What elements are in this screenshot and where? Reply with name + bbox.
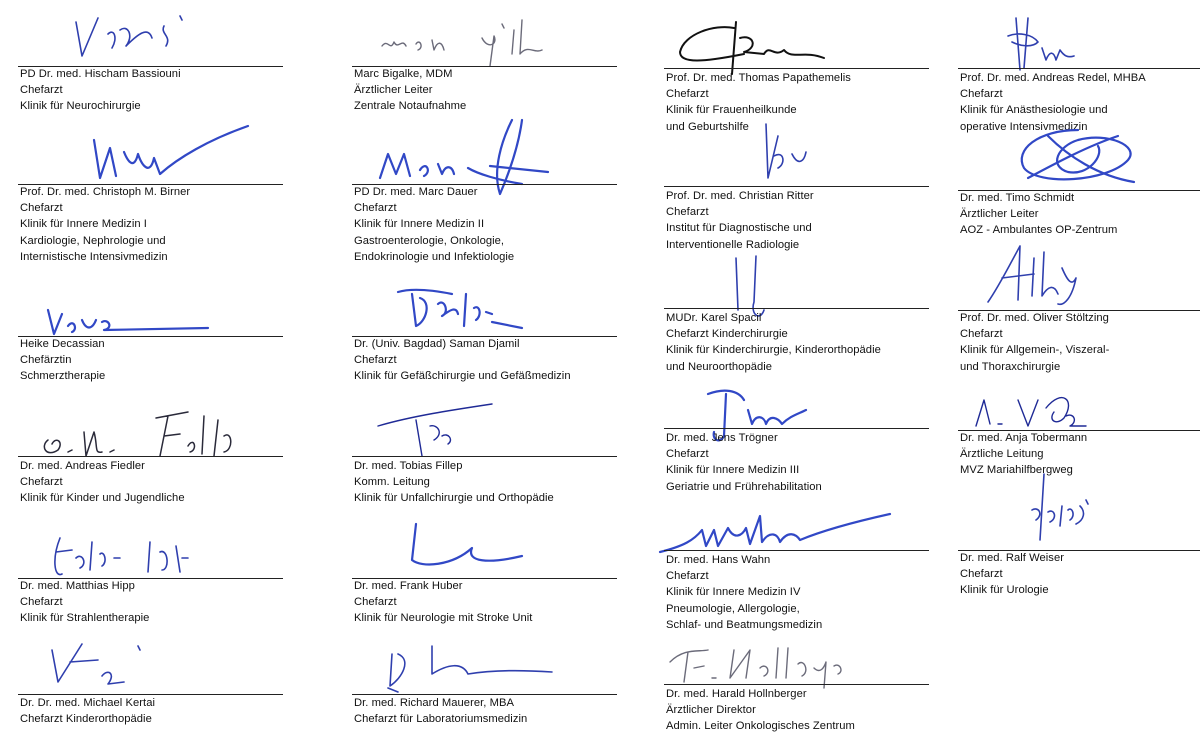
department-line: operative Intensivmedizin — [960, 120, 1088, 133]
name-line: Dr. med. Jens Trögner — [666, 432, 778, 444]
signatory-details — [354, 184, 514, 265]
name-line: Dr. med. Tobias Fillep — [354, 460, 463, 472]
title-line: Ärztliche Leitung — [960, 448, 1044, 461]
department-line: Geriatrie und Frührehabilitation — [666, 480, 822, 493]
title-line: Ärztlicher Direktor — [666, 704, 756, 717]
title-line: Chefarzt für Laboratoriumsmedizin — [354, 713, 528, 726]
signatory-details — [960, 310, 1109, 375]
signatory-details — [666, 430, 822, 495]
title-line: Chefarzt Kinderorthopädie — [20, 713, 152, 726]
handwritten-signature — [392, 516, 552, 576]
handwritten-signature — [998, 12, 1108, 72]
handwritten-signature — [1018, 470, 1118, 550]
name-line: Dr. med. Matthias Hipp — [20, 580, 135, 592]
handwritten-signature — [38, 300, 218, 340]
title-line: Chefarzt — [20, 202, 63, 215]
department-line: Endokrinologie und Infektiologie — [354, 250, 515, 263]
title-line: Chefarzt — [20, 596, 63, 609]
signatory-details — [666, 686, 855, 735]
title-line: Ärztlicher Leiter — [354, 84, 433, 97]
title-line: Chefarzt — [354, 596, 397, 609]
title-line: Chefarzt — [666, 88, 709, 101]
title-line: Chefarzt — [960, 88, 1003, 101]
department-line: und Geburtshilfe — [666, 120, 749, 133]
department-line: Pneumologie, Allergologie, — [666, 602, 800, 615]
title-line: Chefarzt — [666, 448, 709, 461]
name-line: Dr. med. Ralf Weiser — [960, 552, 1064, 564]
name-line: Dr. Dr. med. Michael Kertai — [20, 697, 156, 709]
department-line: Klinik für Gefäßchirurgie und Gefäßmedizin — [354, 370, 571, 383]
department-line: Klinik für Urologie — [960, 584, 1049, 597]
title-line: Chefarzt — [20, 84, 63, 97]
department-line: Admin. Leiter Onkologisches Zentrum — [666, 720, 855, 733]
signatory-details — [20, 336, 105, 385]
signatory-details — [354, 578, 532, 627]
title-line: Chefarzt — [960, 568, 1003, 581]
name-line: Prof. Dr. med. Oliver Stöltzing — [960, 312, 1109, 324]
handwritten-signature — [968, 386, 1108, 436]
name-line: Prof. Dr. med. Thomas Papathemelis — [666, 72, 851, 84]
title-line: Chefarzt Kinderchirurgie — [666, 328, 788, 341]
title-line: Chefarzt — [960, 328, 1003, 341]
title-line: Chefarzt — [666, 206, 709, 219]
title-line: Chefarzt — [20, 476, 63, 489]
name-line: Dr. med. Anja Tobermann — [960, 432, 1088, 444]
title-line: Komm. Leitung — [354, 476, 430, 489]
signatory-details — [960, 430, 1087, 479]
name-line: Marc Bigalke, MDM — [354, 68, 453, 80]
department-line: AOZ - Ambulantes OP-Zentrum — [960, 224, 1118, 237]
title-line: Chefärztin — [20, 354, 72, 367]
department-line: Schlaf- und Beatmungsmedizin — [666, 618, 823, 631]
department-line: und Neuroorthopädie — [666, 360, 773, 373]
handwritten-signature — [392, 282, 552, 342]
department-line: Interventionelle Radiologie — [666, 238, 800, 251]
department-line: MVZ Mariahilfbergweg — [960, 464, 1073, 477]
department-line: Zentrale Notaufnahme — [354, 100, 467, 113]
title-line: Ärztlicher Leiter — [960, 208, 1039, 221]
name-line: PD Dr. med. Marc Dauer — [354, 186, 478, 198]
name-line: MUDr. Karel Spacil — [666, 312, 762, 324]
name-line: Dr. med. Andreas Fiedler — [20, 460, 145, 472]
handwritten-signature — [372, 10, 582, 70]
signatory-details — [354, 458, 554, 507]
signatory-details — [20, 695, 155, 727]
handwritten-signature — [28, 406, 248, 466]
signatory-details — [960, 550, 1064, 599]
title-line: Chefarzt — [666, 570, 709, 583]
name-line: Prof. Dr. med. Christoph M. Birner — [20, 186, 191, 198]
department-line: Kardiologie, Nephrologie und — [20, 234, 166, 247]
handwritten-signature — [978, 238, 1108, 318]
signatory-details — [354, 695, 527, 727]
handwritten-signature — [372, 634, 592, 700]
signatory-details — [960, 70, 1146, 135]
handwritten-signature — [68, 4, 198, 64]
signatory-details — [666, 552, 822, 633]
department-line: Klinik für Kinderchirurgie, Kinderorthopädie — [666, 344, 881, 357]
handwritten-signature — [42, 636, 202, 696]
name-line: Prof. Dr. med. Christian Ritter — [666, 190, 814, 202]
department-line: Klinik für Unfallchirurgie und Orthopädie — [354, 492, 554, 505]
department-line: Klinik für Innere Medizin II — [354, 218, 485, 231]
signatory-details — [666, 188, 814, 253]
department-line: Klinik für Innere Medizin III — [666, 464, 800, 477]
name-line: Dr. med. Hans Wahn — [666, 554, 771, 566]
title-line: Chefarzt — [354, 202, 397, 215]
signatory-details — [20, 578, 149, 627]
department-line: Klinik für Neurologie mit Stroke Unit — [354, 612, 533, 625]
handwritten-signature — [88, 118, 288, 188]
signatory-details — [20, 66, 181, 115]
department-line: Klinik für Frauenheilkunde — [666, 104, 797, 117]
department-line: Klinik für Anästhesiologie und — [960, 104, 1108, 117]
signatory-details — [666, 310, 881, 375]
name-line: Dr. med. Richard Mauerer, MBA — [354, 697, 514, 709]
department-line: Klinik für Strahlentherapie — [20, 612, 150, 625]
department-line: Schmerztherapie — [20, 370, 106, 383]
signatory-details — [20, 458, 185, 507]
department-line: und Thoraxchirurgie — [960, 360, 1061, 373]
department-line: Klinik für Innere Medizin I — [20, 218, 147, 231]
title-line: Chefarzt — [354, 354, 397, 367]
department-line: Institut für Diagnostische und — [666, 222, 812, 235]
name-line: Dr. (Univ. Bagdad) Saman Djamil — [354, 338, 520, 350]
name-line: Dr. med. Timo Schmidt — [960, 192, 1075, 204]
name-line: Heike Decassian — [20, 338, 105, 350]
name-line: PD Dr. med. Hischam Bassiouni — [20, 68, 181, 80]
signatory-details — [666, 70, 851, 135]
signatory-details — [960, 190, 1117, 239]
department-line: Klinik für Innere Medizin IV — [666, 586, 801, 599]
signatory-details — [354, 66, 466, 115]
department-line: Klinik für Kinder und Jugendliche — [20, 492, 185, 505]
name-line: Dr. med. Harald Hollnberger — [666, 688, 807, 700]
signatory-details — [20, 184, 190, 265]
name-line: Dr. med. Frank Huber — [354, 580, 463, 592]
department-line: Klinik für Neurochirurgie — [20, 100, 141, 113]
department-line: Gastroenterologie, Onkologie, — [354, 234, 505, 247]
department-line: Klinik für Allgemein-, Viszeral- — [960, 344, 1110, 357]
department-line: Internistische Intensivmedizin — [20, 250, 168, 263]
name-line: Prof. Dr. med. Andreas Redel, MHBA — [960, 72, 1146, 84]
handwritten-signature — [654, 500, 904, 560]
signatory-details — [354, 336, 571, 385]
